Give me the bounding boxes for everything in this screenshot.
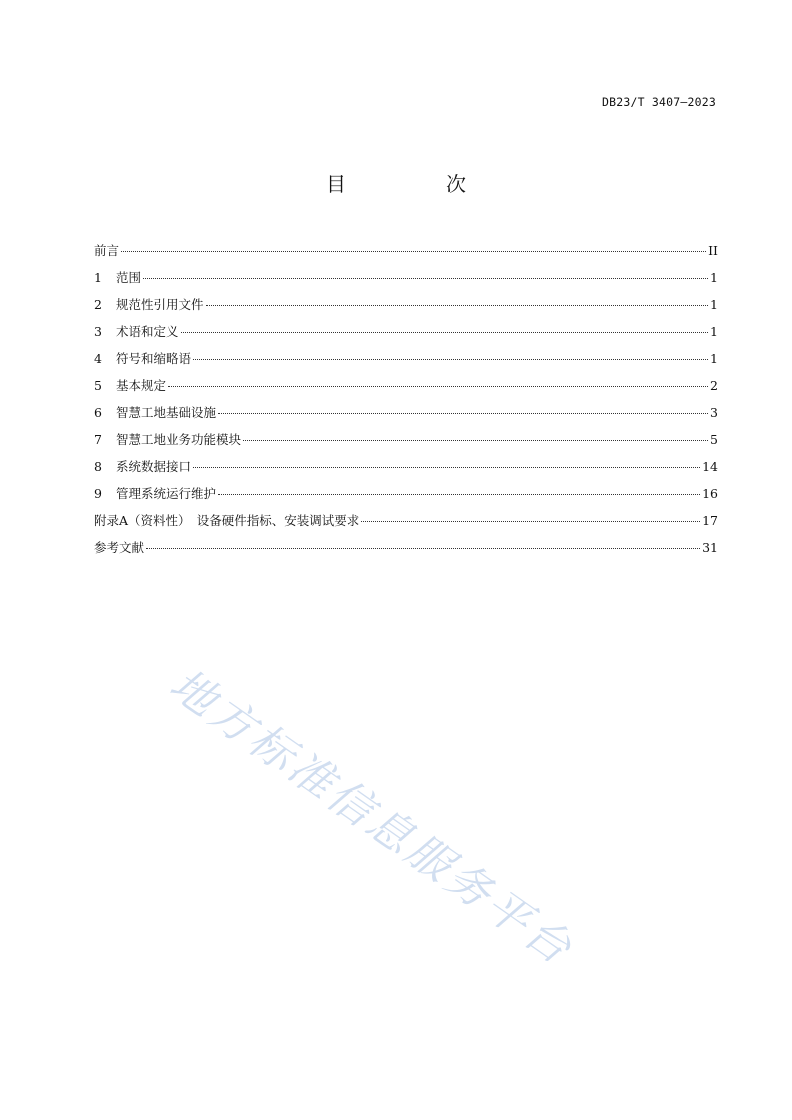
toc-entry-foreword[interactable] xyxy=(94,241,718,268)
dot-leader xyxy=(206,305,709,306)
dot-leader xyxy=(218,413,708,414)
toc-entry-page: II xyxy=(708,243,718,258)
toc-entry-normative-references[interactable] xyxy=(94,295,718,322)
dot-leader xyxy=(143,278,708,279)
toc-entry-label: 规范性引用文件 xyxy=(116,297,204,312)
toc-entry-label: 智慧工地业务功能模块 xyxy=(116,432,242,447)
toc-entry-label: 管理系统运行维护 xyxy=(116,486,217,501)
toc-entry-bibliography[interactable] xyxy=(94,538,718,565)
toc-entry-page: 16 xyxy=(702,486,718,501)
toc-entry-number: 3 xyxy=(94,324,102,339)
dot-leader xyxy=(121,251,706,252)
toc-entry-label: 术语和定义 xyxy=(116,324,179,339)
toc-entry-page: 1 xyxy=(710,297,718,312)
toc-entry-number: 8 xyxy=(94,459,102,474)
toc-entry-number: 9 xyxy=(94,486,102,501)
toc-entry-data-interface[interactable] xyxy=(94,457,718,484)
dot-leader xyxy=(193,359,708,360)
toc-entry-page: 5 xyxy=(710,432,718,447)
toc-entry-label: 智慧工地基础设施 xyxy=(116,405,217,420)
toc-entry-number: 4 xyxy=(94,351,102,366)
toc-entry-label: 参考文献 xyxy=(94,540,145,555)
dot-leader xyxy=(193,467,700,468)
toc-entry-maintenance[interactable] xyxy=(94,484,718,511)
toc-entry-number: 2 xyxy=(94,297,102,312)
toc-entry-label: 基本规定 xyxy=(116,378,167,393)
toc-entry-label: 附录A（资料性） 设备硬件指标、安装调试要求 xyxy=(94,513,360,528)
toc-entry-basic-provisions[interactable] xyxy=(94,376,718,403)
toc-entry-number: 7 xyxy=(94,432,102,447)
toc-entry-page: 3 xyxy=(710,405,718,420)
toc-entry-label: 符号和缩略语 xyxy=(116,351,192,366)
toc-entry-symbols-abbreviations[interactable] xyxy=(94,349,718,376)
toc-title: 目 次 xyxy=(326,172,506,196)
dot-leader xyxy=(361,521,700,522)
toc-entry-function-modules[interactable] xyxy=(94,430,718,457)
document-code: DB23/T 3407—2023 xyxy=(602,95,716,109)
toc-entry-appendix-a[interactable] xyxy=(94,511,718,538)
dot-leader xyxy=(181,332,709,333)
toc-entry-page: 17 xyxy=(702,513,718,528)
toc-entry-page: 31 xyxy=(702,540,718,555)
toc-entry-scope[interactable] xyxy=(94,268,718,295)
watermark: 地方标准信息服务平台 xyxy=(160,659,583,977)
toc-entry-infrastructure[interactable] xyxy=(94,403,718,430)
dot-leader xyxy=(218,494,700,495)
dot-leader xyxy=(146,548,700,549)
toc-entry-page: 14 xyxy=(702,459,718,474)
toc-entry-terms-definitions[interactable] xyxy=(94,322,718,349)
table-of-contents xyxy=(94,241,718,565)
toc-entry-label: 范围 xyxy=(116,270,142,285)
toc-entry-page: 1 xyxy=(710,270,718,285)
toc-entry-label: 系统数据接口 xyxy=(116,459,192,474)
toc-entry-page: 1 xyxy=(710,351,718,366)
toc-entry-number: 5 xyxy=(94,378,102,393)
dot-leader xyxy=(168,386,708,387)
toc-entry-number: 1 xyxy=(94,270,102,285)
toc-entry-page: 2 xyxy=(710,378,718,393)
toc-entry-label: 前言 xyxy=(94,243,120,258)
toc-entry-number: 6 xyxy=(94,405,102,420)
dot-leader xyxy=(243,440,708,441)
toc-entry-page: 1 xyxy=(710,324,718,339)
